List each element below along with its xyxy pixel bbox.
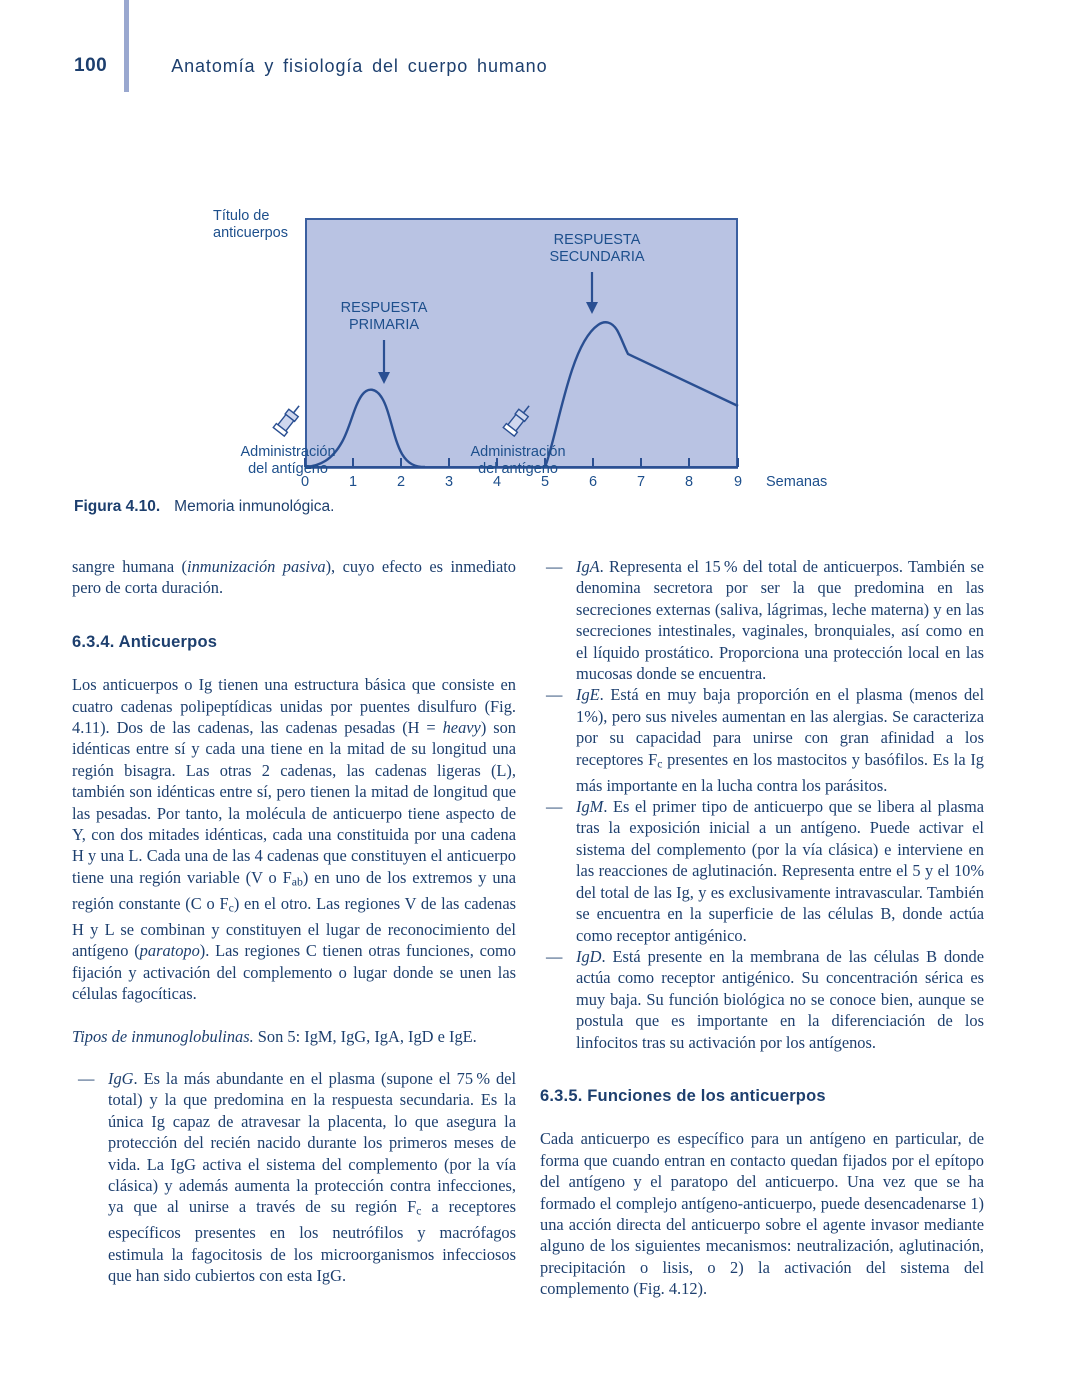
header-rule (124, 0, 129, 92)
list-item-igd: — IgD. Está presente en la membrana de las células B donde actúa como receptor antigénico. Su concentración sérica es muy baja. Su función biológica no se conoce bien, aunque se postula que es importante en la diferenciación de los linfocitos tras su activación por los antígenos. (546, 946, 984, 1052)
x-tick-4: 4 (492, 474, 502, 490)
heading-6-3-5: 6.3.5. Funciones de los anticuerpos (540, 1086, 826, 1105)
list-dash: — (546, 946, 563, 966)
paragraph-tipos-inmunoglobulinas: Tipos de inmunoglobulinas. Son 5: IgM, IgG, IgA, IgD e IgE. (72, 1026, 477, 1046)
body-column-left (72, 556, 516, 1287)
running-head (74, 55, 548, 77)
injection-1-caption (203, 444, 373, 478)
annotation-primary-line1: RESPUESTA (340, 300, 428, 316)
x-tick-0: 0 (300, 474, 310, 490)
x-tick-5: 5 (540, 474, 550, 490)
list-item-ige: — IgE. Está en muy baja proporción en el plasma (menos del 1%), pero sus niveles aumentan en las alergias. Se caracteriza por su capacidad para unirse con gran afinidad a los receptores $F_c$ presentes en los mastocitos y basófilos. Es la Ig más importante en la lucha contra los parásitos. (546, 685, 984, 795)
x-tick-3: 3 (444, 474, 454, 490)
paragraph-intro: sangre humana (inmunización pasiva), cuyo efecto es inmediato pero de corta duración. (72, 557, 516, 598)
arrow-secondary-annotation (586, 272, 598, 314)
list-dash: — (78, 1068, 95, 1088)
immunoglobulin-list-left (72, 1068, 516, 1287)
immunoglobulin-list-right (540, 556, 984, 1053)
running-title: Anatomía y fisiología del cuerpo humano (171, 55, 548, 76)
figure-caption-number: Figura 4.10. (74, 498, 161, 515)
arrow-primary-annotation (378, 340, 390, 384)
x-tick-2: 2 (396, 474, 406, 490)
injection-marker-1 (203, 400, 373, 478)
syringe-icon (271, 400, 305, 440)
injection-2-line1: Administración (470, 444, 566, 460)
x-tick-7: 7 (636, 474, 646, 490)
annotation-secondary-line2: SECUNDARIA (549, 249, 645, 265)
paragraph-estructura-anticuerpos: Los anticuerpos o Ig tienen una estructura básica que consiste en cuatro cadenas polipeptídicas unidas por puentes disulfuro (Fig. 4.11). Dos de las cadenas, las cadenas pesadas (H = heavy) son idénticas entre sí y cada una tiene en la mitad de su longitud una región bisagra. Las otras 2 cadenas, las cadenas ligeras (L), también son idénticas entre sí, pero tienen la mitad de longitud que las pesadas. Por tanto, la molécula de anticuerpo tiene aspecto de Y, con dos mitades idénticas, cada una constituida por una cadena H y una L. Cada una de las 4 cadenas que constituyen el anticuerpo tiene una región variable (V o $F_{ab}$) en uno de los extremos y una región constante (C o $F_c$) en el otro. Las regiones V de las cadenas H y L se combinan y constituyen el lugar de reconocimiento del antígeno (paratopo). Las regiones C tienen otras funciones, como fijación y activación del complemento o lugar donde se unen las células fagocíticas. (72, 675, 516, 1004)
list-item-igg: — IgG. Es la más abundante en el plasma (supone el 75 % del total) y la que predomina en la respuesta secundaria. Es la única Ig capaz de atravesar la placenta, lo que asegura la protección del recién nacido durante los primeros meses de vida. La IgG activa el sistema del complemento (por la vía clásica) y además aumenta la protección contra infecciones, ya que al unirse a través de su región $F_c$ a receptores específicos presentes en los neutrófilos y macrófagos estimula la fagocitosis de los microorganismos infecciosos que han sido cubiertos con esta IgG. (78, 1068, 517, 1286)
x-tick-1: 1 (348, 474, 358, 490)
figure-caption-text: Memoria inmunológica. (174, 498, 335, 515)
injection-1-line2: del antígeno (248, 461, 328, 477)
x-tick-8: 8 (684, 474, 694, 490)
list-item-iga: — IgA. Representa el 15 % del total de anticuerpos. También se denomina secretora por ser la que predomina en las secreciones externas (saliva, lágrimas, leche materna) y en las secreciones intestinales, vaginales, bronquiales, así como en el líquido prostático. Proporciona una protección local en las mucosas donde se encuentra. (546, 557, 984, 684)
list-dash: — (546, 797, 563, 817)
injection-2-line2: del antígeno (478, 461, 558, 477)
paragraph-funciones-anticuerpos: Cada anticuerpo es específico para un antígeno en particular, de forma que cuando entran en contacto quedan fijados por el epítopo del antígeno y el paratopo del anticuerpo. Una vez que se ha formado el complejo antígeno-anticuerpo, puede desencadenarse 1) una acción directa del anticuerpo sobre el agente invasor mediante alguno de los siguientes mecanismos: neutralización, aglutinación, precipitación o lisis, o 2) la activación del sistema del complemento (Fig. 4.12). (540, 1129, 984, 1299)
syringe-icon (501, 400, 535, 440)
injection-1-line1: Administración (240, 444, 336, 460)
annotation-secondary-line1: RESPUESTA (553, 232, 641, 248)
list-dash: — (546, 685, 563, 705)
annotation-secondary-response (523, 232, 671, 266)
list-item-igm: — IgM. Es el primer tipo de anticuerpo que se libera al plasma tras la exposición inicial a un antígeno. Puede activar el sistema del complemento (por la vía clásica) e interviene en las reacciones de aglutinación. Representa entre el 5 y el 10% del total de las Ig, y es exclusivamente intravascular. También se encuentra en la superficie de las células B, donde actúa como receptor antigénico. (546, 797, 984, 945)
list-dash: — (546, 557, 563, 576)
x-axis-title: Semanas (766, 474, 828, 490)
annotation-primary-line2: PRIMARIA (348, 317, 420, 333)
y-axis-label (213, 208, 288, 242)
heading-6-3-4: 6.3.4. Anticuerpos (72, 632, 218, 651)
figure-caption (74, 498, 334, 516)
annotation-primary-response (314, 300, 454, 334)
page-number: 100 (74, 55, 108, 76)
y-axis-label-line2: anticuerpos (213, 225, 288, 241)
y-axis-label-line1: Título de (213, 208, 270, 224)
injection-2-caption (433, 444, 603, 478)
x-tick-6: 6 (588, 474, 598, 490)
figure-4-10 (0, 100, 1080, 520)
injection-marker-2 (433, 400, 603, 478)
x-tick-9: 9 (733, 474, 743, 490)
body-column-right (540, 556, 984, 1300)
